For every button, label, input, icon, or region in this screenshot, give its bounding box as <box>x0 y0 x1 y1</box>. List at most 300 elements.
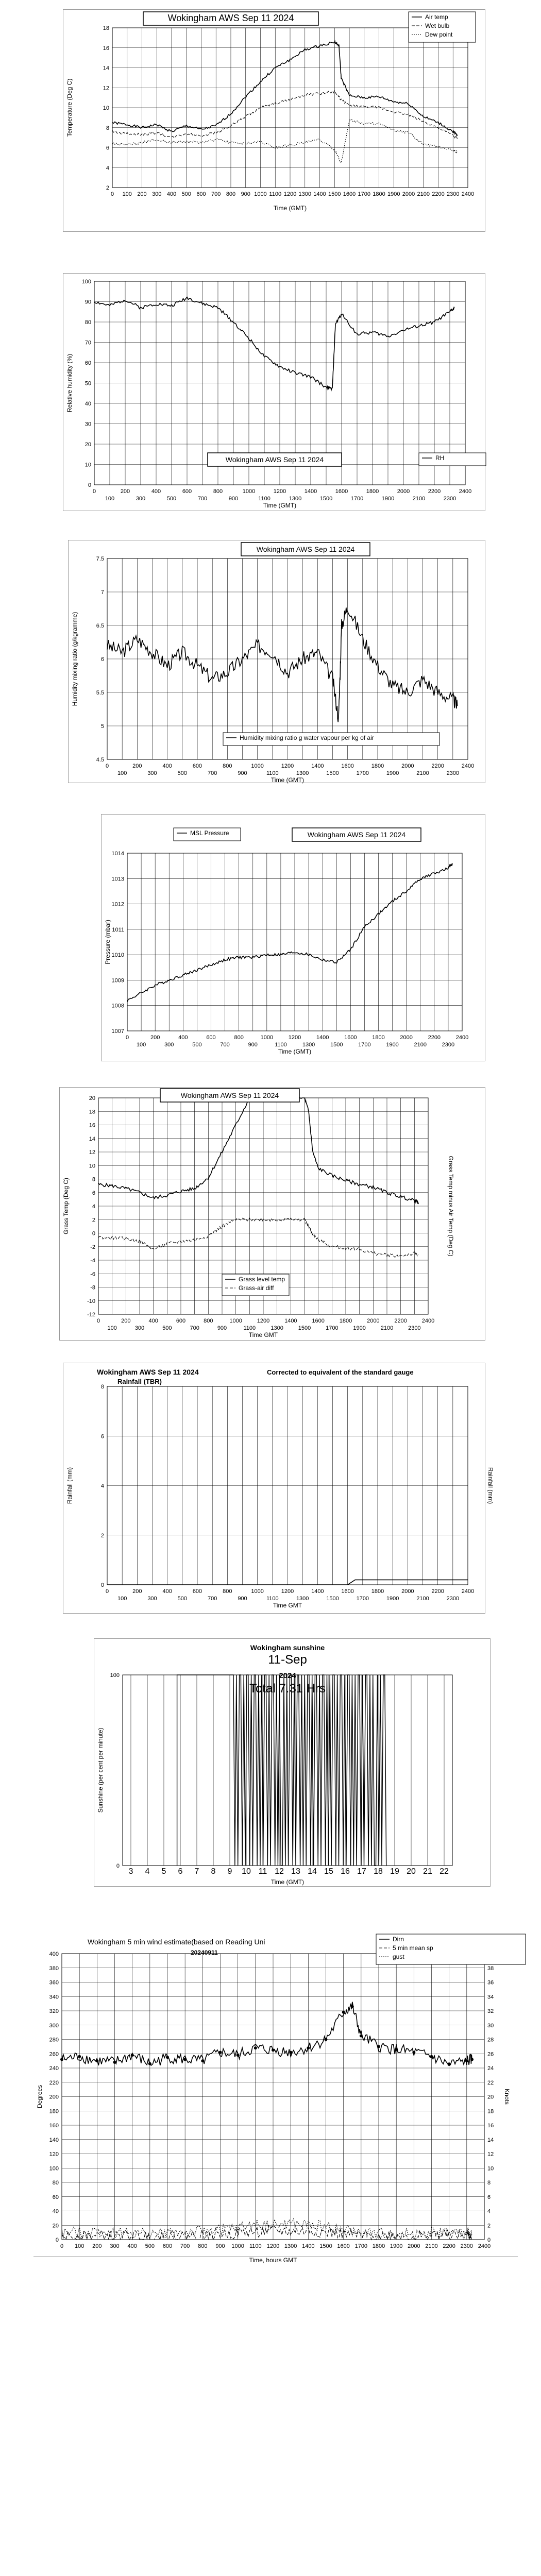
y-tick-label: 5 <box>100 723 104 730</box>
legend-label: Dirn <box>393 1936 404 1943</box>
y-tick-label: 300 <box>49 2022 59 2029</box>
x-tick-label: 600 <box>182 488 192 495</box>
y2-axis-label: Grass Temp minus Air Temp (Deg C) <box>447 1156 454 1257</box>
x-tick-label: 100 <box>136 1042 146 1048</box>
x-tick-label: 21 <box>423 1867 432 1876</box>
y-tick-label: 1013 <box>111 876 124 883</box>
x-tick-label: 100 <box>107 1325 117 1331</box>
rainfall-chart <box>63 1363 494 1613</box>
y-tick-label: 100 <box>110 1672 120 1679</box>
x-tick-label: 1900 <box>387 191 400 197</box>
y2-tick-label: 28 <box>487 2037 494 2043</box>
y-tick-label: 6 <box>100 656 104 663</box>
data-point <box>201 2059 204 2062</box>
x-tick-label: 6 <box>178 1867 183 1876</box>
x-tick-label: 1000 <box>260 1035 274 1041</box>
y-tick-label: 280 <box>49 2037 59 2043</box>
x-tick-label: 2100 <box>380 1325 394 1331</box>
x-tick-label: 1700 <box>356 770 369 776</box>
y-tick-label: 2 <box>100 1532 104 1539</box>
x-tick-label: 1900 <box>390 2243 403 2249</box>
y-tick-label: 18 <box>89 1109 95 1115</box>
x-tick-label: 500 <box>145 2243 155 2249</box>
y-tick-label: 0 <box>100 1582 104 1588</box>
legend-label: Wet bulb <box>425 22 450 29</box>
y-axis-label: Relative humidity (%) <box>66 353 73 413</box>
sunshine-chart <box>94 1639 490 1886</box>
y2-tick-label: 26 <box>487 2051 494 2058</box>
y-tick-label: 10 <box>84 462 91 468</box>
y-tick-label: 6 <box>92 1190 95 1196</box>
mixing-ratio-chart-panel <box>68 540 485 783</box>
y-tick-label: -10 <box>87 1298 95 1304</box>
data-point <box>166 2056 169 2059</box>
y2-tick-label: 32 <box>487 2008 494 2014</box>
chart-title: Wokingham AWS Sep 11 2024 <box>256 545 355 553</box>
x-tick-label: 2000 <box>367 1318 380 1324</box>
pressure-chart <box>102 815 485 1061</box>
x-tick-label: 600 <box>196 191 206 197</box>
x-tick-label: 1700 <box>356 1596 369 1602</box>
x-tick-label: 1500 <box>326 1596 339 1602</box>
x-tick-label: 1100 <box>243 1325 256 1331</box>
x-tick-label: 400 <box>151 488 161 495</box>
x-tick-label: 900 <box>217 1325 227 1331</box>
x-tick-label: 600 <box>192 763 202 769</box>
x-tick-label: 2100 <box>416 1596 429 1602</box>
x-tick-label: 1500 <box>319 496 333 502</box>
chart-subtitle: Rainfall (TBR) <box>117 1378 162 1385</box>
x-tick-label: 2200 <box>428 488 441 495</box>
x-axis-label: Time (GMT) <box>270 776 305 784</box>
y-tick-label: 6 <box>106 145 109 151</box>
x-tick-label: 300 <box>147 770 157 776</box>
x-tick-label: 20 <box>407 1867 416 1876</box>
x-tick-label: 0 <box>60 2243 64 2249</box>
x-tick-label: 5 <box>161 1867 166 1876</box>
data-point <box>470 2058 474 2061</box>
x-tick-label: 800 <box>223 763 232 769</box>
x-tick-label: 1900 <box>381 496 395 502</box>
x-tick-label: 1700 <box>350 496 364 502</box>
x-tick-label: 1200 <box>283 191 297 197</box>
x-tick-label: 0 <box>125 1035 129 1041</box>
x-tick-label: 700 <box>197 496 208 502</box>
humidity-chart-panel <box>63 273 485 511</box>
x-tick-label: 1600 <box>337 2243 350 2249</box>
x-tick-label: 2200 <box>443 2243 455 2249</box>
y-axis-label: Sunshine (per cent per minute) <box>97 1727 104 1813</box>
x-tick-label: 1600 <box>341 763 354 769</box>
x-tick-label: 1300 <box>296 770 309 776</box>
grass-temp-chart-panel <box>59 1087 485 1341</box>
x-tick-label: 12 <box>275 1867 284 1876</box>
x-tick-label: 1300 <box>289 496 302 502</box>
y-tick-label: 70 <box>84 340 91 346</box>
x-tick-label: 2100 <box>416 770 429 776</box>
series-line-0 <box>107 607 458 722</box>
x-tick-label: 2400 <box>459 488 472 495</box>
data-point <box>272 2048 275 2052</box>
y-axis-label: Rainfall (mm) <box>66 1467 73 1504</box>
y-tick-label: 4.5 <box>96 757 104 763</box>
x-tick-label: 0 <box>92 488 96 495</box>
y2-tick-label: 16 <box>487 2123 494 2129</box>
y-tick-label: -8 <box>90 1284 95 1291</box>
y-tick-label: -12 <box>87 1312 95 1318</box>
y2-tick-label: 36 <box>487 1979 494 1986</box>
x-tick-label: 1100 <box>249 2243 262 2249</box>
y-tick-label: 100 <box>81 279 91 285</box>
data-point <box>377 2045 380 2048</box>
x-tick-label: 300 <box>164 1042 174 1048</box>
chart-note: Corrected to equivalent of the standard gauge <box>267 1368 414 1376</box>
y-tick-label: 6 <box>100 1433 104 1440</box>
x-tick-label: 1900 <box>353 1325 366 1331</box>
data-point <box>351 2005 354 2008</box>
x-tick-label: 16 <box>341 1867 350 1876</box>
x-tick-label: 400 <box>148 1318 158 1324</box>
x-tick-label: 500 <box>162 1325 172 1331</box>
y2-tick-label: 30 <box>487 2022 494 2029</box>
x-tick-label: 1200 <box>273 488 286 495</box>
y-tick-label: 1010 <box>111 952 124 959</box>
data-point <box>113 2061 116 2064</box>
y-tick-label: 1009 <box>111 977 124 984</box>
y2-tick-label: 24 <box>487 2065 494 2072</box>
humidity-chart <box>63 274 485 511</box>
y-tick-label: 160 <box>49 2123 59 2129</box>
x-tick-label: 1300 <box>298 191 311 197</box>
x-tick-label: 800 <box>213 488 223 495</box>
x-tick-label: 1100 <box>275 1042 287 1048</box>
y-tick-label: 140 <box>49 2137 59 2143</box>
x-tick-label: 200 <box>150 1035 160 1041</box>
y-tick-label: 360 <box>49 1979 59 1986</box>
y-tick-label: -6 <box>90 1271 95 1278</box>
data-point <box>60 2058 63 2061</box>
x-tick-label: 200 <box>92 2243 102 2249</box>
x-tick-label: 0 <box>105 1588 109 1595</box>
y-tick-label: 1012 <box>111 901 124 908</box>
x-tick-label: 100 <box>105 496 115 502</box>
x-tick-label: 1900 <box>386 770 399 776</box>
y-tick-label: 10 <box>103 105 109 111</box>
series-line-2 <box>112 120 458 163</box>
x-tick-label: 700 <box>180 2243 190 2249</box>
x-axis-label: Time GMT <box>248 1331 278 1338</box>
y-tick-label: 60 <box>84 360 91 366</box>
legend-label: Grass-air diff <box>239 1284 274 1292</box>
series-line-1 <box>62 2226 472 2240</box>
x-tick-label: 2000 <box>402 191 415 197</box>
y2-tick-label: 22 <box>487 2079 494 2086</box>
x-tick-label: 1800 <box>371 1588 384 1595</box>
x-tick-label: 1200 <box>257 1318 270 1324</box>
x-tick-label: 1800 <box>371 763 384 769</box>
series-line-0 <box>127 863 452 1002</box>
x-tick-label: 22 <box>439 1867 449 1876</box>
chart-title: Wokingham AWS Sep 11 2024 <box>307 831 406 839</box>
x-tick-label: 0 <box>96 1318 100 1324</box>
x-tick-label: 1800 <box>373 191 385 197</box>
series-line-0 <box>62 2002 472 2065</box>
series-line-0 <box>112 41 458 135</box>
x-tick-label: 1500 <box>330 1042 343 1048</box>
x-tick-label: 0 <box>105 763 109 769</box>
x-tick-label: 500 <box>177 1596 188 1602</box>
x-tick-label: 400 <box>162 763 172 769</box>
y2-tick-label: 8 <box>487 2180 491 2186</box>
y-tick-label: 20 <box>52 2223 59 2229</box>
y-axis-label: Humidity mixing ratio (g/kgramme) <box>71 612 78 706</box>
x-tick-label: 1600 <box>312 1318 325 1324</box>
x-tick-label: 700 <box>211 191 221 197</box>
x-tick-label: 1000 <box>251 763 264 769</box>
x-tick-label: 1300 <box>302 1042 315 1048</box>
x-tick-label: 300 <box>134 1325 145 1331</box>
y-tick-label: 18 <box>103 25 109 31</box>
data-point <box>183 2058 187 2061</box>
data-point <box>430 2055 433 2058</box>
x-tick-label: 2000 <box>400 1035 413 1041</box>
x-tick-label: 2300 <box>446 770 460 776</box>
y-tick-label: 60 <box>52 2194 59 2200</box>
y-tick-label: 5.5 <box>96 690 104 696</box>
x-tick-label: 2300 <box>446 1596 460 1602</box>
x-tick-label: 2400 <box>421 1318 435 1324</box>
x-tick-label: 0 <box>110 191 114 197</box>
x-tick-label: 7 <box>194 1867 199 1876</box>
x-tick-label: 1800 <box>366 488 379 495</box>
chart-date: 20240911 <box>191 1949 218 1956</box>
data-point <box>289 2050 292 2054</box>
chart-title: Wokingham AWS Sep 11 2024 <box>180 1091 279 1099</box>
x-tick-label: 2000 <box>408 2243 420 2249</box>
data-point <box>342 2011 345 2014</box>
x-tick-label: 1400 <box>284 1318 297 1324</box>
x-tick-label: 1500 <box>326 770 339 776</box>
x-tick-label: 500 <box>181 191 191 197</box>
y-tick-label: 30 <box>84 421 91 428</box>
x-tick-label: 1500 <box>298 1325 311 1331</box>
x-tick-label: 500 <box>192 1042 202 1048</box>
x-tick-label: 600 <box>162 2243 173 2249</box>
x-tick-label: 2200 <box>394 1318 407 1324</box>
y-tick-label: 90 <box>84 299 91 306</box>
chart-total: Total 7.31 Hrs <box>249 1682 326 1696</box>
x-tick-label: 1300 <box>270 1325 283 1331</box>
data-point <box>254 2046 257 2049</box>
x-axis-label: Time (GMT) <box>263 502 297 509</box>
x-tick-label: 900 <box>215 2243 225 2249</box>
y-tick-label: 180 <box>49 2108 59 2115</box>
y-tick-label: 2 <box>106 185 109 191</box>
x-tick-label: 1400 <box>304 488 317 495</box>
y-axis-label: Pressure (mbar) <box>104 920 111 964</box>
x-tick-label: 900 <box>248 1042 258 1048</box>
y-tick-label: 220 <box>49 2079 59 2086</box>
legend-label: Humidity mixing ratio g water vapour per kg of air <box>240 734 374 741</box>
y2-tick-label: 2 <box>487 2223 491 2229</box>
y-tick-label: 240 <box>49 2065 59 2072</box>
x-tick-label: 600 <box>192 1588 202 1595</box>
x-tick-label: 300 <box>110 2243 120 2249</box>
y-tick-label: 8 <box>106 125 109 131</box>
y-tick-label: 8 <box>100 1384 104 1390</box>
y2-tick-label: 14 <box>487 2137 494 2143</box>
temperature-chart <box>63 10 485 231</box>
chart-title: Wokingham sunshine <box>250 1643 325 1652</box>
y2-tick-label: 4 <box>487 2208 491 2215</box>
x-tick-label: 9 <box>227 1867 232 1876</box>
x-tick-label: 500 <box>177 770 188 776</box>
x-tick-label: 2200 <box>428 1035 441 1041</box>
y-tick-label: 4 <box>92 1204 95 1210</box>
legend-label: Air temp <box>425 13 448 21</box>
x-tick-label: 1900 <box>386 1596 399 1602</box>
x-tick-label: 800 <box>223 1588 232 1595</box>
x-tick-label: 8 <box>211 1867 216 1876</box>
x-tick-label: 1200 <box>288 1035 301 1041</box>
x-tick-label: 11 <box>258 1867 267 1876</box>
y-tick-label: 40 <box>84 401 91 407</box>
y-tick-label: -2 <box>90 1244 95 1250</box>
y-tick-label: 80 <box>52 2180 59 2186</box>
data-point <box>325 2038 328 2041</box>
x-tick-label: 2400 <box>461 191 475 197</box>
x-tick-label: 2300 <box>443 496 457 502</box>
legend-label: Dew point <box>425 31 453 38</box>
x-tick-label: 1500 <box>328 191 341 197</box>
series-line-sunshine <box>177 1675 386 1866</box>
chart-title: Wokingham AWS Sep 11 2024 <box>225 455 324 464</box>
x-tick-label: 400 <box>166 191 177 197</box>
x-axis-label: Time (GMT) <box>278 1048 312 1055</box>
x-tick-label: 2100 <box>425 2243 438 2249</box>
x-tick-label: 2400 <box>478 2243 491 2249</box>
y2-axis-label: Knots <box>503 2089 511 2105</box>
mixing-ratio-chart <box>69 540 485 783</box>
x-axis-label: Time, hours GMT <box>249 2257 297 2264</box>
x-tick-label: 1900 <box>386 1042 399 1048</box>
legend-label: Grass level temp <box>239 1276 285 1283</box>
data-point <box>219 2050 222 2054</box>
x-tick-label: 900 <box>238 1596 247 1602</box>
x-tick-label: 19 <box>390 1867 399 1876</box>
x-tick-label: 1400 <box>313 191 326 197</box>
x-tick-label: 1600 <box>341 1588 354 1595</box>
legend-label: RH <box>435 454 445 462</box>
x-tick-label: 100 <box>117 770 127 776</box>
x-tick-label: 200 <box>132 1588 142 1595</box>
data-point <box>412 2050 415 2054</box>
x-tick-label: 100 <box>74 2243 84 2249</box>
y-tick-label: 7.5 <box>96 556 104 562</box>
y-tick-label: 12 <box>89 1149 95 1156</box>
x-tick-label: 1400 <box>302 2243 315 2249</box>
y-tick-label: 320 <box>49 2008 59 2014</box>
x-tick-label: 1800 <box>339 1318 352 1324</box>
x-tick-label: 900 <box>228 496 239 502</box>
x-tick-label: 700 <box>220 1042 230 1048</box>
data-point <box>131 2054 134 2057</box>
x-tick-label: 1100 <box>266 1596 279 1602</box>
x-tick-label: 500 <box>166 496 177 502</box>
x-tick-label: 3 <box>128 1867 133 1876</box>
x-tick-label: 2000 <box>401 1588 414 1595</box>
chart-title: Wokingham 5 min wind estimate(based on Reading Uni <box>88 1938 265 1946</box>
x-tick-label: 2300 <box>447 191 460 197</box>
pressure-chart-panel <box>101 814 485 1061</box>
wind-chart <box>33 1933 520 2264</box>
x-tick-label: 400 <box>162 1588 172 1595</box>
x-tick-label: 1000 <box>231 2243 244 2249</box>
y-tick-label: 80 <box>84 319 91 326</box>
y2-tick-label: 20 <box>487 2094 494 2100</box>
x-tick-label: 400 <box>178 1035 188 1041</box>
y-tick-label: 7 <box>100 589 104 596</box>
y2-tick-label: 10 <box>487 2165 494 2172</box>
x-tick-label: 800 <box>204 1318 213 1324</box>
y2-tick-label: 0 <box>487 2237 491 2243</box>
chart-year: 2024 <box>279 1671 296 1680</box>
y-tick-label: 120 <box>49 2151 59 2158</box>
data-point <box>95 2059 98 2062</box>
x-tick-label: 100 <box>117 1596 127 1602</box>
y2-tick-label: 18 <box>487 2108 494 2115</box>
x-tick-label: 2000 <box>397 488 410 495</box>
y-tick-label: 0 <box>116 1863 120 1869</box>
x-tick-label: 2100 <box>417 191 430 197</box>
y-tick-label: 40 <box>52 2208 59 2215</box>
x-tick-label: 1700 <box>326 1325 339 1331</box>
x-tick-label: 2300 <box>408 1325 421 1331</box>
y-tick-label: 6.5 <box>96 623 104 629</box>
y2-tick-label: 12 <box>487 2151 494 2158</box>
x-tick-label: 800 <box>234 1035 244 1041</box>
y-tick-label: 14 <box>103 65 109 72</box>
x-tick-label: 700 <box>190 1325 199 1331</box>
x-tick-label: 2400 <box>455 1035 469 1041</box>
data-point <box>395 2048 398 2051</box>
series-line-1 <box>98 1218 418 1257</box>
x-tick-label: 1100 <box>258 496 270 502</box>
y2-tick-label: 6 <box>487 2194 491 2200</box>
x-tick-label: 1500 <box>319 2243 332 2249</box>
y-tick-label: 0 <box>88 482 91 488</box>
x-tick-label: 1700 <box>358 1042 371 1048</box>
x-tick-label: 1100 <box>269 191 282 197</box>
data-point <box>236 2054 240 2057</box>
data-point <box>307 2046 310 2049</box>
x-tick-label: 100 <box>122 191 132 197</box>
x-tick-label: 1800 <box>372 2243 385 2249</box>
y-tick-label: 260 <box>49 2051 59 2058</box>
y-tick-label: -4 <box>90 1258 95 1264</box>
y-axis-label: Grass Temp (Deg C) <box>62 1178 70 1234</box>
x-tick-label: 17 <box>357 1867 366 1876</box>
legend-label: gust <box>393 1953 404 1960</box>
x-tick-label: 1400 <box>311 1588 324 1595</box>
y2-axis-label: Rainfall (mm) <box>487 1467 494 1504</box>
x-tick-label: 1000 <box>251 1588 264 1595</box>
x-tick-label: 2200 <box>431 1588 444 1595</box>
y-tick-label: 0 <box>92 1230 95 1237</box>
x-tick-label: 200 <box>120 488 130 495</box>
x-tick-label: 1600 <box>343 191 356 197</box>
data-point <box>465 2059 468 2062</box>
